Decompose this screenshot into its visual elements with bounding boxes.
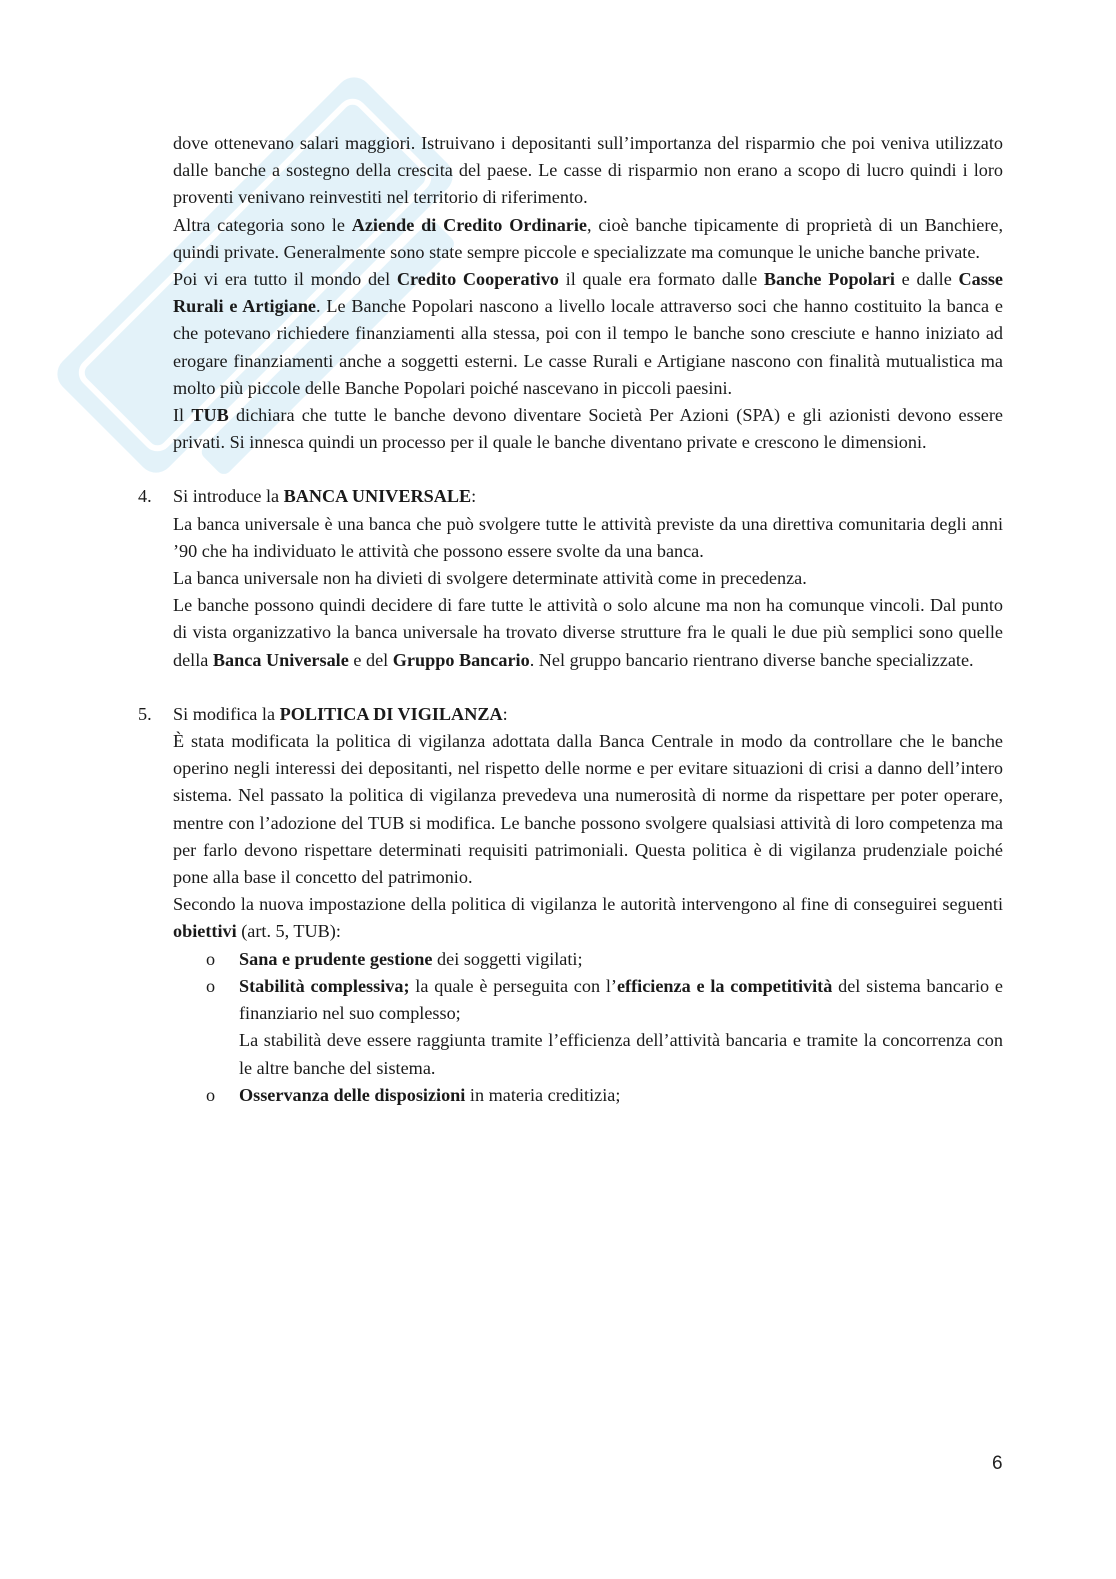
paragraph: dove ottenevano salari maggiori. Istruivano i depositanti sull’importanza del risparmio che poi veniva utilizzato dalle banche a sostegno della crescita del paese. Le casse di risparmio non erano a scopo di lucro quindi i loro proventi venivano reinvestiti nel territorio di riferimento. [173, 133, 1003, 208]
bullet-marker: o [206, 975, 216, 996]
bullet-marker: o [206, 948, 216, 969]
page-number: 6 [992, 1453, 1003, 1474]
list-item: o Stabilità complessiva; la quale è perseguita con l’efficienza e la competitività del sistema bancario e finanziario nel suo complesso; La stabilità deve essere raggiunta tramite l’efficienza dell’attività bancaria e tramite la concorrenza con le altre banche del sistema. [173, 973, 1003, 1082]
paragraph: È stata modificata la politica di vigilanza adottata dalla Banca Centrale in modo da controllare che le banche operino negli interessi dei depositanti, nel rispetto delle norme e per evitare situazioni di crisi a danno dell’intero sistema. Nel passato la politica di vigilanza prevedeva una numerosità di norme da rispettare per poter operare, mentre con l’adozione del TUB si modifica. Le banche possono svolgere qualsiasi attività di loro competenza ma per farlo devono rispettare determinati requisiti patrimoniali. Questa politica è di vigilanza prudenziale poiché pone alla base il concetto del patrimonio. [173, 731, 1003, 888]
paragraph: Poi vi era tutto il mondo del Credito Cooperativo il quale era formato dalle Banche Popolari e dalle Casse Rurali e Artigiane. Le Banche Popolari nascono a livello locale attraverso soci che hanno costituito la banca e che potevano richiedere finanziamenti alla stessa, poi con il tempo le banche sono cresciute e hanno iniziato ad erogare finanziamenti anche a soggetti esterni. Le casse Rurali e Artigiane nascono con finalità mutualistica ma molto più piccole delle Banche Popolari poiché nascevano in piccoli paesini. [173, 269, 1003, 398]
section-number: 4. [138, 486, 152, 507]
document-body [138, 130, 1003, 1109]
paragraph: La banca universale non ha divieti di svolgere determinate attività come in precedenza. [173, 568, 807, 589]
paragraph: Altra categoria sono le Aziende di Credito Ordinarie, cioè banche tipicamente di proprietà di un Banchiere, quindi private. Generalmente sono state sempre piccole e specializzate ma comunque le uniche banche private. [173, 214, 1003, 262]
paragraph: Le banche possono quindi decidere di fare tutte le attività o solo alcune ma non ha comunque vincoli. Dal punto di vista organizzativo la banca universale ha trovato diverse strutture fra le quali le due più semplici sono quelle della Banca Universale e del Gruppo Bancario. Nel gruppo bancario rientrano diverse banche specializzate. [173, 595, 1003, 670]
paragraph: Il TUB dichiara che tutte le banche devono diventare Società Per Azioni (SPA) e gli azionisti devono essere privati. Si innesca quindi un processo per il quale le banche diventano private e crescono le dimensioni. [173, 405, 1003, 453]
paragraph: Secondo la nuova impostazione della politica di vigilanza le autorità intervengono al fine di conseguirei seguenti obiettivi (art. 5, TUB): [173, 894, 1003, 942]
bullet-marker: o [206, 1084, 216, 1105]
section-number: 5. [138, 703, 152, 724]
paragraph: La banca universale è una banca che può svolgere tutte le attività previste da una direttiva comunitaria degli anni ’90 che ha individuato le attività che possono essere svolte da una banca. [173, 513, 1003, 561]
list-item: o Osservanza delle disposizioni in materia creditizia; [173, 1082, 1003, 1109]
objectives-list [173, 946, 1003, 1109]
list-item: o Sana e prudente gestione dei soggetti vigilati; [173, 946, 1003, 973]
section-heading: 4. Si introduce la BANCA UNIVERSALE: [173, 483, 1003, 510]
section-heading: 5. Si modifica la POLITICA DI VIGILANZA: [173, 701, 1003, 728]
